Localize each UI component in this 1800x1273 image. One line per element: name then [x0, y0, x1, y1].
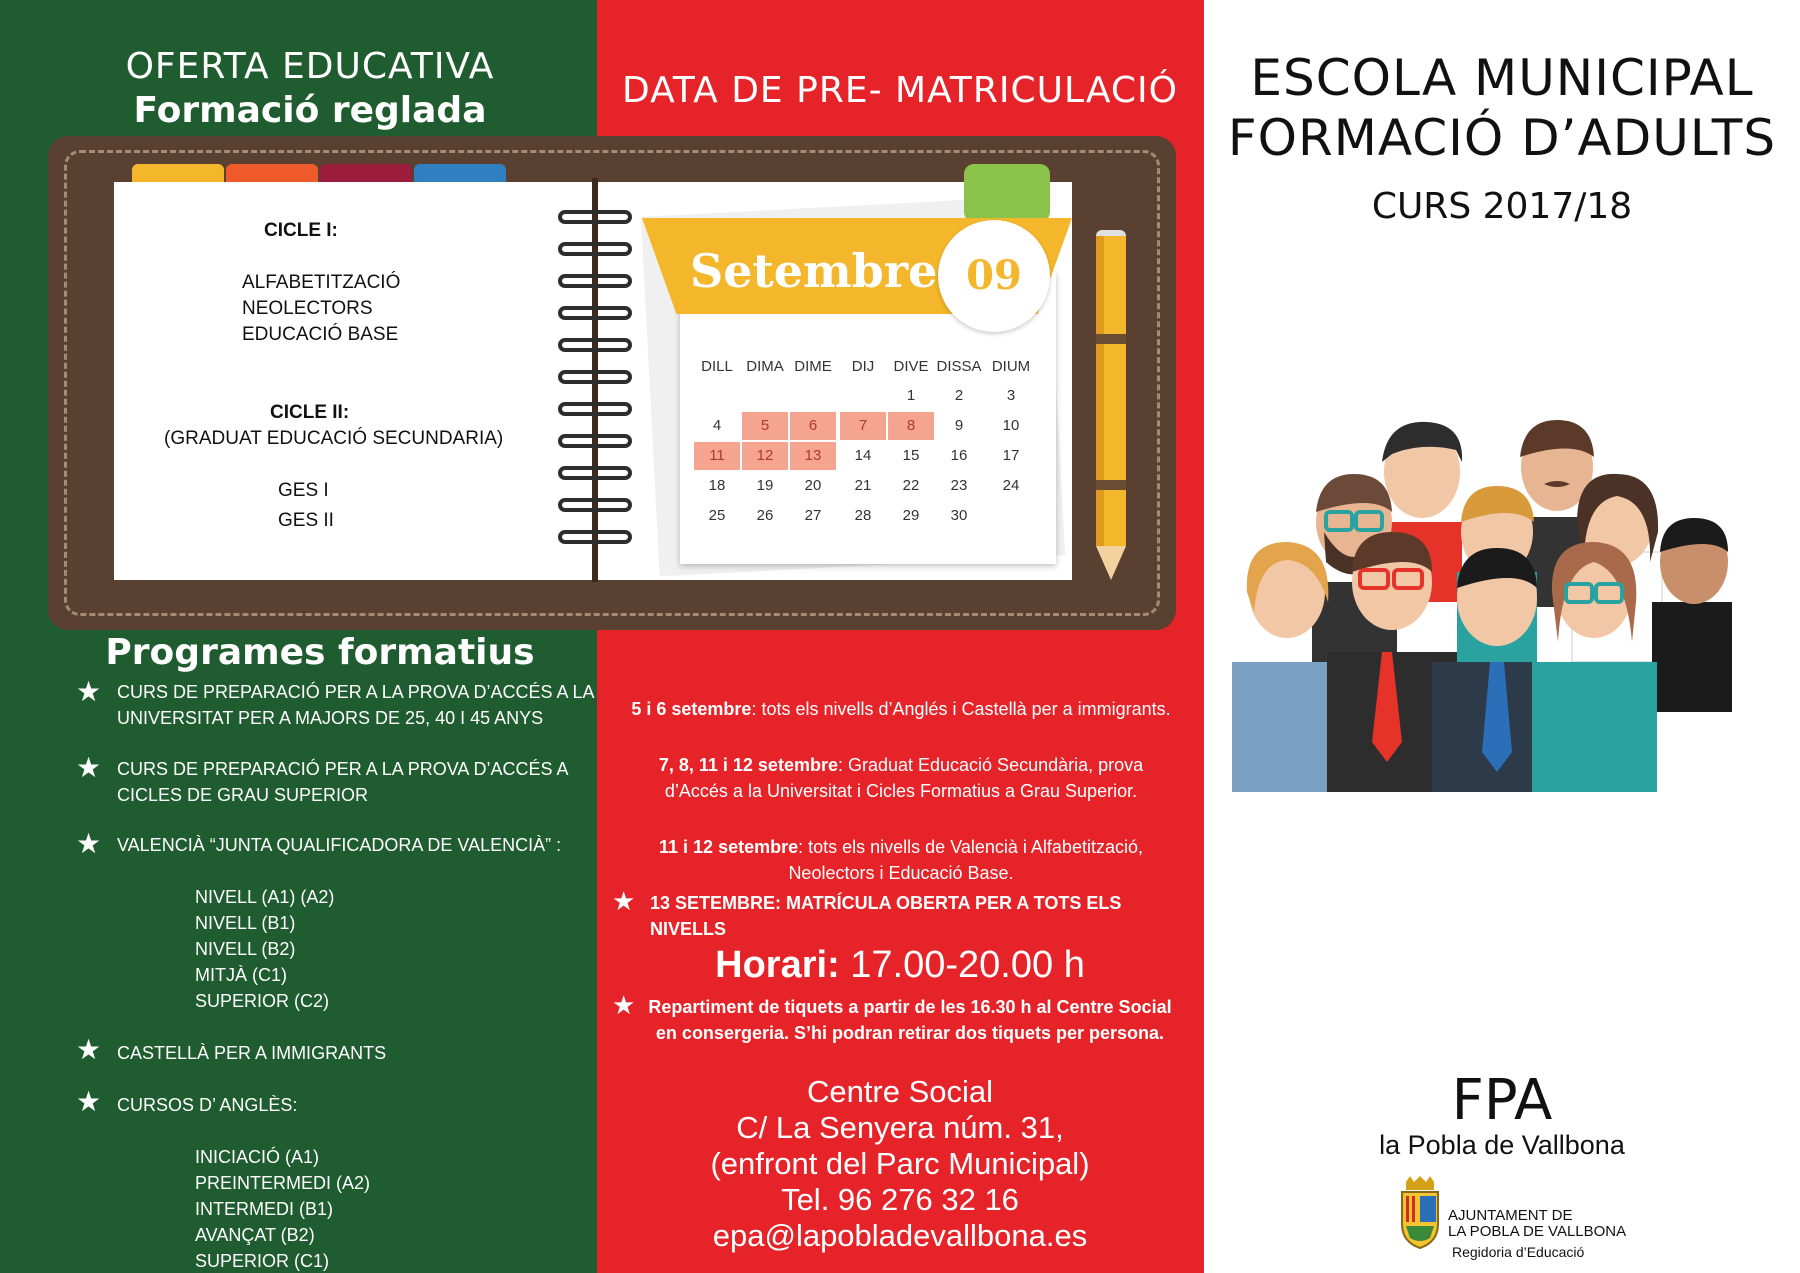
calendar-day: 2 — [954, 387, 964, 404]
calendar-weekday: DIUM — [991, 358, 1031, 375]
calendar-weekday: DIMA — [746, 358, 784, 375]
ajuntament-text: AJUNTAMENT DE LA POBLA DE VALLBONA — [1448, 1207, 1627, 1240]
matricula-item-2: 7, 8, 11 i 12 setembre: Graduat Educació Secundària, prova d’Accés a la Universitat i Cicles Formatius a Grau Superior. — [658, 755, 1144, 801]
calendar-day: 17 — [1002, 447, 1020, 464]
star-icon: ★ — [76, 676, 102, 707]
address-line: Centre Social — [806, 1074, 994, 1109]
calendar-weekday: DISSA — [936, 358, 982, 375]
address-block — [600, 1074, 1200, 1254]
course-year: CURS 2017/18 — [1371, 186, 1633, 227]
cicle1-item: NEOLECTORS — [242, 298, 373, 319]
regidoria-text: Regidoria d’Educació — [1452, 1244, 1585, 1260]
matricula-item-1: 5 i 6 setembre: tots els nivells d’Anglés i Castellà per a immigrants. — [631, 699, 1171, 719]
calendar-weekday: DIJ — [851, 358, 875, 375]
tiquets-info: Repartiment de tiquets a partir de les 16.30 h al Centre Social en consergeria. S’hi podran retirar dos tiquets per persona. — [648, 997, 1172, 1043]
calendar-day: 16 — [950, 447, 968, 464]
cicle2-item: GES I — [278, 480, 329, 501]
star-icon: ★ — [612, 886, 636, 916]
calendar-day: 29 — [902, 507, 920, 524]
matricula-item-3: 11 i 12 setembre: tots els nivells de Valencià i Alfabetització, Neolectors i Educació Base. — [659, 837, 1143, 883]
cicle2-subtitle: (GRADUAT EDUCACIÓ SECUNDARIA) — [164, 428, 504, 449]
calendar-day: 19 — [756, 477, 774, 494]
calendar-day: 9 — [954, 417, 964, 434]
cicle2-item: GES II — [278, 510, 334, 531]
angles-levels: INICIACIÓ (A1) PREINTERMEDI (A2) INTERMEDI (B1) AVANÇAT (B2) SUPERIOR (C1) — [195, 1147, 371, 1271]
star-icon: ★ — [76, 828, 102, 859]
programa-item: CASTELLÀ PER A IMMIGRANTS — [117, 1043, 387, 1063]
phone: Tel. 96 276 32 16 — [781, 1182, 1019, 1217]
calendar-clip — [964, 164, 1050, 222]
day-number: 09 — [966, 252, 1022, 299]
calendar-day-highlighted: 11 — [694, 442, 740, 470]
calendar-day-highlighted: 8 — [888, 412, 934, 440]
fpa-logo-text: FPA — [1451, 1068, 1553, 1133]
address-line: C/ La Senyera núm. 31, — [736, 1110, 1064, 1145]
pobla-text: la Pobla de Vallbona — [1379, 1130, 1625, 1160]
calendar-day-highlighted: 7 — [840, 412, 886, 440]
calendar-day: 1 — [906, 387, 916, 404]
programa-item: CURSOS D’ ANGLÈS: — [117, 1095, 298, 1115]
month-label: Setembre — [690, 244, 938, 298]
cicle1-title: CICLE I: — [264, 220, 338, 241]
pre-matriculacio-heading: DATA DE PRE- MATRICULACIÓ — [622, 70, 1178, 111]
cicle2-title: CICLE II: — [270, 402, 350, 423]
calendar-day: 4 — [712, 417, 722, 434]
calendar-day-highlighted: 5 — [742, 412, 788, 440]
calendar-day: 21 — [854, 477, 872, 494]
calendar-day: 27 — [804, 507, 822, 524]
programes-title: Programes formatius — [105, 632, 535, 673]
school-title: ESCOLA MUNICIPAL FORMACIÓ D’ADULTS — [1227, 49, 1777, 167]
calendar-day: 15 — [902, 447, 920, 464]
formacio-reglada-heading: Formació reglada — [133, 90, 487, 131]
matricula-oberta: 13 SETEMBRE: MATRÍCULA OBERTA PER A TOTS ELS NIVELLS — [650, 893, 1122, 939]
calendar-day-highlighted: 13 — [790, 442, 836, 470]
calendar-day: 20 — [804, 477, 822, 494]
oferta-heading: OFERTA EDUCATIVA — [125, 46, 495, 87]
calendar-day: 10 — [1002, 417, 1020, 434]
calendar-day: 18 — [708, 477, 726, 494]
calendar-day: 22 — [902, 477, 920, 494]
coat-of-arms-icon — [1396, 1176, 1444, 1250]
horari: Horari: 17.00-20.00 h — [715, 944, 1085, 986]
address-line: (enfront del Parc Municipal) — [710, 1146, 1090, 1181]
calendar-day: 23 — [950, 477, 968, 494]
calendar-weekday: DILL — [701, 358, 733, 375]
calendar-weekday: DIME — [794, 358, 832, 375]
cicle1-item: ALFABETITZACIÓ — [242, 272, 401, 293]
valencia-levels: NIVELL (A1) (A2) NIVELL (B1) NIVELL (B2) MITJÀ (C1) SUPERIOR (C2) — [195, 887, 335, 1011]
cicle1-item: EDUCACIÓ BASE — [242, 324, 399, 345]
notebook-left-page — [114, 182, 594, 580]
calendar-day-highlighted: 6 — [790, 412, 836, 440]
programa-item: CURS DE PREPARACIÓ PER A LA PROVA D’ACCÉS A LA UNIVERSITAT PER A MAJORS DE 25, 40 I 45 ANYS — [117, 682, 595, 728]
people-group-illustration — [1232, 412, 1752, 792]
calendar-day: 25 — [708, 507, 726, 524]
calendar-day-highlighted: 12 — [742, 442, 788, 470]
email-link[interactable]: epa@lapobladevallbona.es — [712, 1218, 1088, 1253]
calendar-day: 28 — [854, 507, 872, 524]
calendar-day: 14 — [854, 447, 872, 464]
star-icon: ★ — [612, 990, 636, 1020]
programa-item: CURS DE PREPARACIÓ PER A LA PROVA D’ACCÉS A CICLES DE GRAU SUPERIOR — [117, 759, 569, 805]
calendar-day: 3 — [1006, 387, 1016, 404]
star-icon: ★ — [76, 752, 102, 783]
calendar-day: 24 — [1002, 477, 1020, 494]
programa-item: VALENCIÀ “JUNTA QUALIFICADORA DE VALENCIÀ” : — [117, 835, 562, 855]
calendar-day: 26 — [756, 507, 774, 524]
star-icon: ★ — [76, 1034, 102, 1065]
calendar-day: 30 — [950, 507, 968, 524]
star-icon: ★ — [76, 1086, 102, 1117]
calendar-weekday: DIVE — [893, 358, 929, 375]
